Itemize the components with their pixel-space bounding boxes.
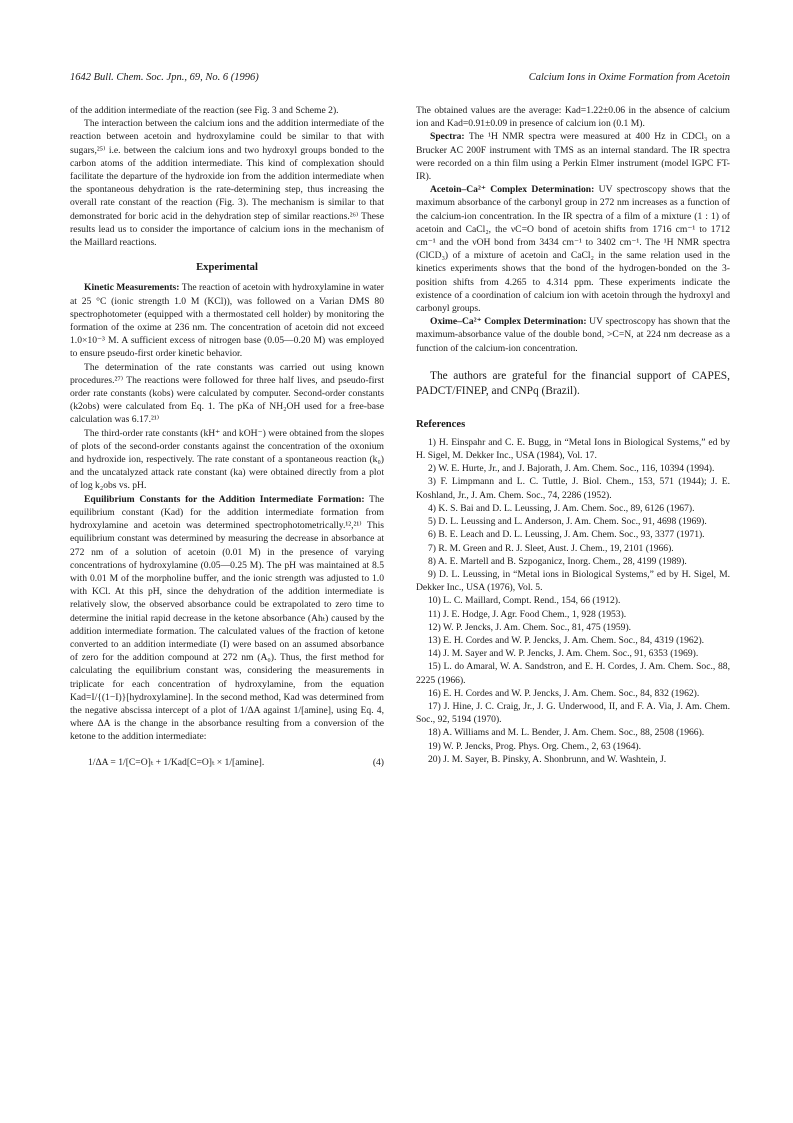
reference-item: 5) D. L. Leussing and L. Anderson, J. Am. Chem. Soc., 91, 4698 (1969). — [428, 516, 707, 528]
reference-item: 18) A. Williams and M. L. Bender, J. Am. Chem. Soc., 88, 2508 (1966). — [428, 727, 705, 739]
equation-number: (4) — [372, 756, 384, 768]
paragraph-third-order: The third-order rate constants (kH⁺ and kOH⁻) were obtained from the slopes of plots of the second-order constants against the concentration of the oxonium and hydroxide ion, respectively. The rate constant of a spontaneous reaction (k₀) and the uncatalyzed attack rate constant (ka) were obtained directly from a plot of log k₂obs vs. pH. — [70, 427, 384, 492]
run-in-head-kinetic: Kinetic Measurements: — [84, 282, 180, 294]
reference-item: 7) R. M. Green and R. J. Sleet, Aust. J. Chem., 19, 2101 (1966). — [428, 542, 674, 554]
reference-item: 19) W. P. Jencks, Prog. Phys. Org. Chem., 2, 63 (1964). — [428, 740, 642, 752]
reference-item: 10) L. C. Maillard, Compt. Rend., 154, 66 (1912). — [428, 595, 621, 607]
reference-item: 9) D. L. Leussing, in “Metal ions in Biological Systems,” ed by H. Sigel, M. Dekker Inc., USA (1976), Vol. 5. — [416, 568, 730, 594]
paragraph-acetoin-complex — [416, 183, 730, 315]
reference-item: 1) H. Einspahr and C. E. Bugg, in “Metal Ions in Biological Systems,” ed by H. Sigel, M. Dekker Inc., USA (1984), Vol. 17. — [416, 436, 730, 462]
spectra-text: The ¹H NMR spectra were measured at 400 Hz in CDCl₃ on a Brucker AC 200F instrument with TMS as an internal standard. The IR spectra were recorded on a thin film using a Perkin Elmer instrument (model IGPC FT-IR). — [416, 131, 730, 183]
reference-item: 13) E. H. Cordes and W. P. Jencks, J. Am. Chem. Soc., 84, 4319 (1962). — [428, 634, 705, 646]
paragraph-kinetic-measurements — [70, 281, 384, 360]
paragraph-continuation: of the addition intermediate of the reaction (see Fig. 3 and Scheme 2). — [70, 105, 339, 116]
reference-item: 4) K. S. Bai and D. L. Leussing, J. Am. Chem. Soc., 89, 6126 (1967). — [428, 502, 695, 514]
reference-list — [416, 436, 730, 766]
left-column — [70, 104, 384, 769]
reference-item: 14) J. M. Sayer and W. P. Jencks, J. Am. Chem. Soc., 91, 6353 (1969). — [428, 648, 699, 660]
acetoin-complex-text: UV spectroscopy shows that the maximum absorbance of the carbonyl group in 272 nm increases as a function of the calcium-ion concentration. In the IR spectra of a film of a mixture (1 : 1) of acetoin and CaCl₂, the νC=O bond of acetoin shifts from 1716 cm⁻¹ to 1712 cm⁻¹ and the νOH bond from 3434 cm⁻¹ to 3402 cm⁻¹. The ¹H NMR spectra (ClCD₃) of a mixture of acetoin and CaCl₂ in the same relation used in the kinetics experiments shows that the bond of the hydrogen-bonded on the 3-position shifts from 4.265 to 4.314 ppm. These experiments indicate the existence of a coordination of calcium ion with acetoin through the hydroxyl and carbonyl groups. — [416, 184, 730, 315]
reference-item: 12) W. P. Jencks, J. Am. Chem. Soc., 81, 475 (1959). — [428, 621, 632, 633]
running-header — [70, 72, 730, 88]
reference-item: 2) W. E. Hurte, Jr., and J. Bajorath, J. Am. Chem. Soc., 116, 10394 (1994). — [428, 463, 715, 475]
section-title-experimental: Experimental — [196, 262, 258, 274]
header-article-title: Calcium Ions in Oxime Formation from Acetoin — [528, 72, 730, 83]
reference-item: 17) J. Hine, J. C. Craig, Jr., J. G. Underwood, II, and F. A. Via, J. Am. Chem. Soc., 92, 5194 (1970). — [416, 700, 730, 726]
paragraph-calcium-interaction: The interaction between the calcium ions and the addition intermediate of the reaction between acetoin and hydroxylamine could be similar to that with sugars,²⁵⁾ i.e. between the calcium ions and two hydroxyl groups bonded to the carbon atoms of the addition intermediate. This kind of complexation should facilitate the departure of the hydroxide ion from the addition intermediate when the spontaneous dehydration is the rate-determining step, thus increasing the overall rate constant of the reaction (Fig. 3). The mechanism is similar to that demonstrated for boric acid in the dehydration step of similar reactions.²⁶⁾ These results lead us to consider the importance of calcium ions in the mechanism of the Maillard reactions. — [70, 118, 384, 249]
paragraph-equilibrium-constants — [70, 493, 384, 744]
reference-item: 20) J. M. Sayer, B. Pinsky, A. Shonbrunn, and W. Washtein, J. — [428, 753, 667, 765]
reference-item: 6) B. E. Leach and D. L. Leussing, J. Am. Chem. Soc., 93, 3377 (1971). — [428, 529, 705, 541]
reference-item: 16) E. H. Cordes and W. P. Jencks, J. Am. Chem. Soc., 84, 832 (1962). — [428, 687, 700, 699]
paragraph-rate-determination: The determination of the rate constants was carried out using known procedures.²⁷⁾ The reactions were followed for three half lives, and pseudo-first order rate constants (kobs) were calculated by computer. Second-order constants (k2obs) were calculated from Eq. 1. The pKa of NH₂OH used for a free-base calculation was 6.17.²¹⁾ — [70, 361, 384, 426]
reference-item: 15) L. do Amaral, W. A. Sandstron, and E. H. Cordes, J. Am. Chem. Soc., 88, 2225 (1966). — [416, 661, 730, 686]
run-in-head-spectra: Spectra: — [430, 131, 465, 143]
reference-item: 8) A. E. Martell and B. Szpoganicz, Inorg. Chem., 28, 4199 (1989). — [428, 555, 687, 567]
equation-text: 1/ΔA = 1/[C=O]ₜ + 1/Kad[C=O]ₜ × 1/[amine]. — [88, 756, 265, 768]
run-in-head-equilibrium: Equilibrium Constants for the Addition Intermediate Formation: — [84, 493, 365, 505]
oxime-complex-text: UV spectroscopy has shown that the maximum-absorbance value of the double bond, >C=N, at 224 nm decrease as a function of the calcium-ion concentration. — [416, 316, 730, 354]
equation-4 — [70, 756, 384, 769]
references-title: References — [416, 418, 466, 430]
paragraph-obtained-values: The obtained values are the average: Kad=1.22±0.06 in the absence of calcium ion and Kad=0.91±0.09 in presence of calcium ion (0.1 M). — [416, 105, 730, 130]
reference-item: 11) J. E. Hodge, J. Agr. Food Chem., 1, 928 (1953). — [428, 608, 627, 620]
run-in-head-acetoin-complex: Acetoin–Ca²⁺ Complex Determination: — [430, 184, 595, 196]
paragraph-spectra — [416, 130, 730, 183]
run-in-head-oxime-complex: Oxime–Ca²⁺ Complex Determination: — [430, 316, 587, 328]
reference-item: 3) F. Limpmann and L. C. Tuttle, J. Biol. Chem., 153, 571 (1944); J. E. Koshland, Jr., J. Am. Chem. Soc., 74, 2286 (1952). — [416, 476, 730, 501]
paragraph-oxime-complex — [416, 315, 730, 355]
acknowledgment: The authors are grateful for the financial support of CAPES, PADCT/FINEP, and CNPq (Brazil). — [416, 369, 730, 398]
header-journal-citation: 1642 Bull. Chem. Soc. Jpn., 69, No. 6 (1996) — [70, 72, 259, 83]
equilibrium-text: The equilibrium constant (Kad) for the addition intermediate formation from hydroxylamine and acetoin was determined spectrophotometrically.¹²,²¹⁾ This equilibrium constant was determined by measuring the decrease in absorbance at 272 nm of a solution of acetoin (0.01 M) in the presence of varying concentrations of hydroxylamine (0.05—0.25 M). The pH was maintained at 8.5 with 0.01 M of the morpholine buffer, and the ionic strength was adjusted to 1.0 with KCl. At this pH, since the dehydration of the addition intermediate is relatively slow, the observed absorbance could be extrapolated to zero time to determine the initial rapid decrease in the ketone absorbance (Ahₜ) caused by the addition intermediate formation. The calculated values of the fraction of ketone converted to an addition intermediate (I) were based on an assumed absorbance of zero for the addition compound at 272 nm (A₀). Thus, the first method for calculating the equilibrium constant was, considering the measurements in triplicate for each concentration of hydroxylamine, from the equation Kad=I/{(1−I)}[hydroxylamine]. In the second method, Kad was determined from the negative abscissa intercept of a plot of 1/ΔA against 1/[amine], using Eq. 4, where ΔA is the change in the absorbance resulting from a conversion of the ketone to the addition intermediate: — [70, 493, 384, 743]
right-column — [416, 104, 730, 766]
kinetic-text: The reaction of acetoin with hydroxylamine in water at 25 °C (ionic strength 1.0 M (KCl)), was followed on a Varian DMS 80 spectrophotometer (equipped with a thermostated cell holder) by monitoring the formation of the oxime at 236 nm. The concentration of acetoin did not exceed 1.0×10⁻³ M. A sufficient excess of nitrogen base (0.05—0.20 M) was employed to ensure pseudo-first order kinetic behavior. — [70, 282, 384, 360]
